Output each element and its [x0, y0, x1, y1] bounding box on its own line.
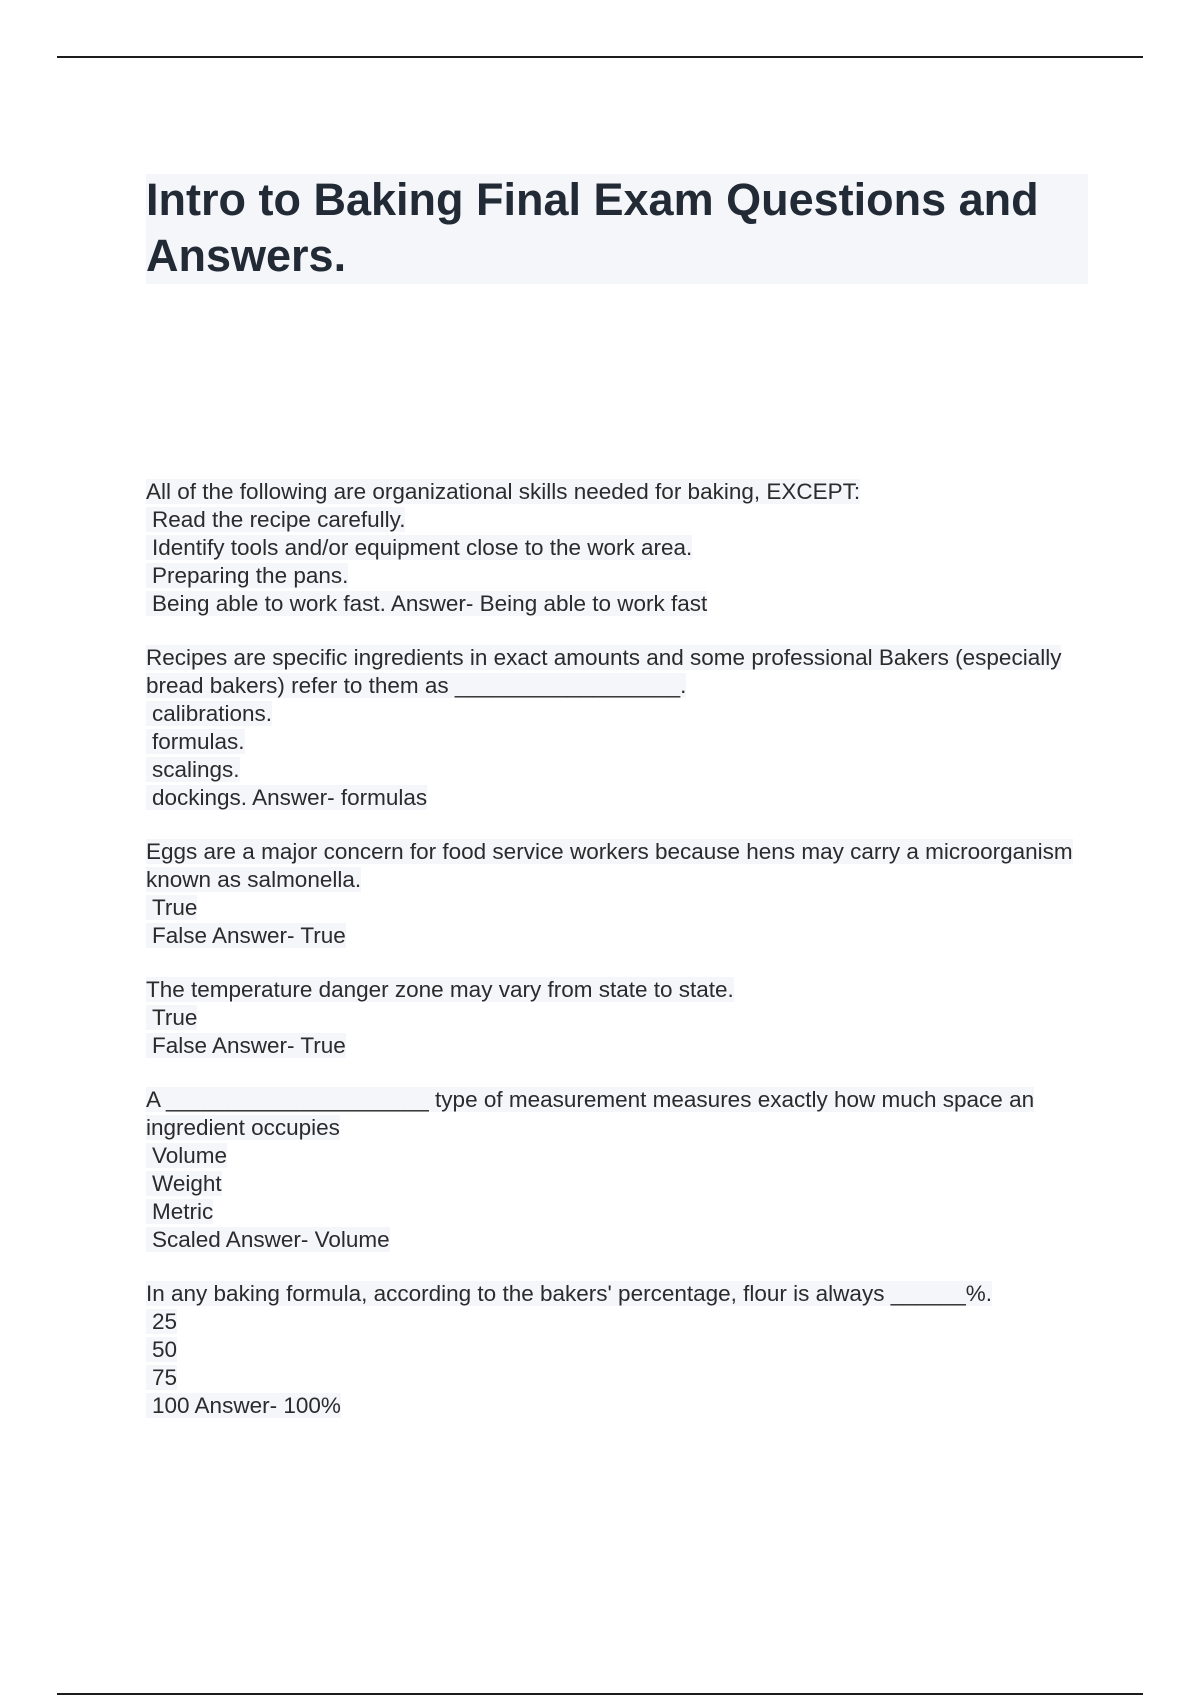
question-item [146, 1280, 1091, 1420]
question-item [146, 838, 1091, 950]
answer-option: False Answer- True [146, 1032, 1091, 1060]
answer-option: 75 [146, 1364, 1091, 1392]
answer-option: Metric [146, 1198, 1091, 1226]
title-block [146, 174, 1088, 284]
question-prompt: Eggs are a major concern for food service workers because hens may carry a microorganism known as salmonella. [146, 839, 1073, 892]
document-title: Intro to Baking Final Exam Questions and Answers. [146, 174, 1039, 281]
answer-option: 100 Answer- 100% [146, 1392, 1091, 1420]
question-item [146, 644, 1091, 812]
question-prompt: In any baking formula, according to the bakers' percentage, flour is always ______%. [146, 1281, 993, 1306]
answer-option: 50 [146, 1336, 1091, 1364]
answer-option: 25 [146, 1308, 1091, 1336]
answer-option: True [146, 1004, 1091, 1032]
answer-option: Weight [146, 1170, 1091, 1198]
answer-option: dockings. Answer- formulas [146, 784, 1091, 812]
answer-option: formulas. [146, 728, 1091, 756]
question-item [146, 1086, 1091, 1254]
bottom-rule [57, 1693, 1143, 1695]
top-rule [57, 56, 1143, 58]
answer-option: Volume [146, 1142, 1091, 1170]
answer-option: False Answer- True [146, 922, 1091, 950]
answer-option: Read the recipe carefully. [146, 506, 1091, 534]
answer-option: calibrations. [146, 700, 1091, 728]
answer-option: True [146, 894, 1091, 922]
question-prompt: A _____________________ type of measurement measures exactly how much space an ingredient occupies [146, 1087, 1035, 1140]
answer-option: Identify tools and/or equipment close to the work area. [146, 534, 1091, 562]
answer-option: scalings. [146, 756, 1091, 784]
question-prompt: All of the following are organizational skills needed for baking, EXCEPT: [146, 479, 861, 504]
question-item [146, 478, 1091, 618]
answer-option: Being able to work fast. Answer- Being able to work fast [146, 590, 1091, 618]
question-item [146, 976, 1091, 1060]
question-list [146, 478, 1091, 1446]
answer-option: Scaled Answer- Volume [146, 1226, 1091, 1254]
answer-option: Preparing the pans. [146, 562, 1091, 590]
question-prompt: Recipes are specific ingredients in exact amounts and some professional Bakers (especially bread bakers) refer to them as __________________. [146, 645, 1062, 698]
question-prompt: The temperature danger zone may vary from state to state. [146, 977, 734, 1002]
